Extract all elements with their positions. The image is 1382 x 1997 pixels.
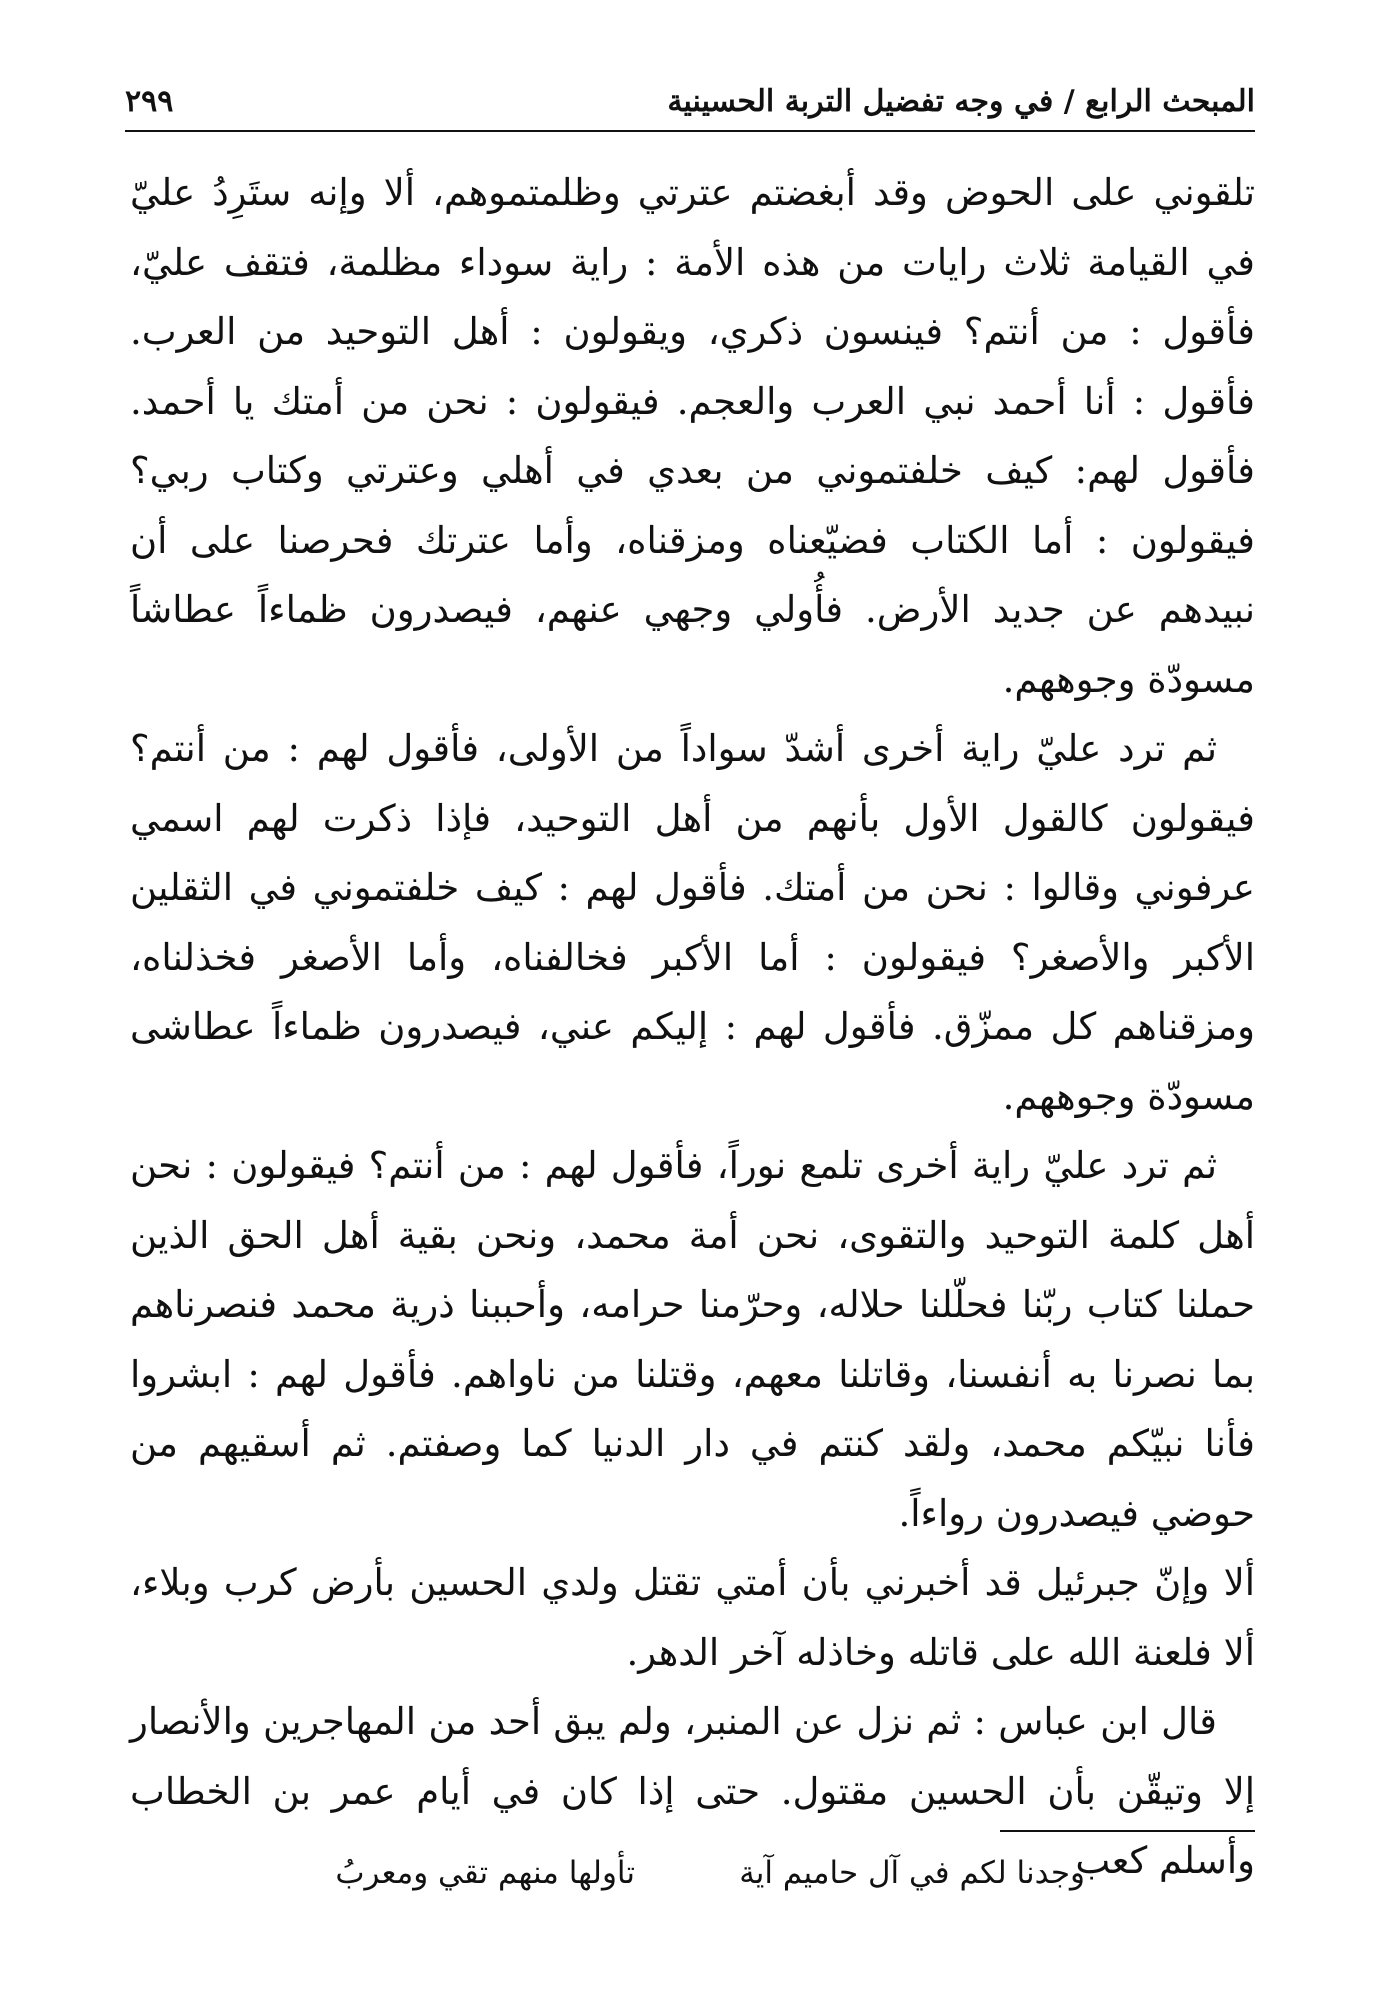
page-header [125, 78, 1255, 132]
footnote-verse [130, 1845, 1255, 1905]
paragraph: ثم ترد عليّ راية أخرى أشدّ سواداً من الأولى، فأقول لهم : من أنتم؟ فيقولون كالقول الأول بأنهم من أهل التوحيد، فإذا ذكرت لهم اسمي عرفوني وقالوا : نحن من أمتك. فأقول لهم : كيف خلفتموني في الثقلين الأكبر والأصغر؟ فيقولون : أما الأكبر فخالفناه، وأما الأصغر فخذلناه، ومزقناهم كل ممزّق. فأقول لهم : إليكم عني، فيصدرون ظماءاً عطاشى مسودّة وجوههم. [130, 727, 1255, 1118]
paragraph: قال ابن عباس : ثم نزل عن المنبر، ولم يبق أحد من المهاجرين والأنصار إلا وتيقّن بأن الحسين مقتول. حتى إذا كان في أيام عمر بن الخطاب وأسلم كعب [130, 1700, 1255, 1882]
verse-second-hemistich: تأولها منهم تقي ومعربُ [335, 1855, 635, 1891]
paragraph: تلقوني على الحوض وقد أبغضتم عترتي وظلمتموهم، ألا وإنه ستَرِدُ عليّ في القيامة ثلاث رايات من هذه الأمة : راية سوداء مظلمة، فتقف عليّ، فأقول : من أنتم؟ فينسون ذكري، ويقولون : أهل التوحيد من العرب. فأقول : أنا أحمد نبي العرب والعجم. فيقولون : نحن من أمتك يا أحمد. فأقول لهم: كيف خلفتموني من بعدي في أهلي وعترتي وكتاب ربي؟ فيقولون : أما الكتاب فضيّعناه ومزقناه، وأما عترتك فحرصنا على أن نبيدهم عن جديد الأرض. فأُولي وجهي عنهم، فيصدرون ظماءاً عطاشاً مسودّة وجوههم. [130, 171, 1255, 701]
paragraph: ثم ترد عليّ راية أخرى تلمع نوراً، فأقول لهم : من أنتم؟ فيقولون : نحن أهل كلمة التوحيد والتقوى، نحن أمة محمد، ونحن بقية أهل الحق الذين حملنا كتاب ربّنا فحلّلنا حلاله، وحرّمنا حرامه، وأحببنا ذرية محمد فنصرناهم بما نصرنا به أنفسنا، وقاتلنا معهم، وقتلنا من ناواهم. فأقول لهم : ابشروا فأنا نبيّكم محمد، ولقد كنتم في دار الدنيا كما وصفتم. ثم أسقيهم من حوضي فيصدرون رواءاً. [130, 1144, 1255, 1535]
footnote-separator [1000, 1830, 1255, 1832]
main-text [130, 158, 1255, 1896]
paragraph: ألا وإنّ جبرئيل قد أخبرني بأن أمتي تقتل ولدي الحسين بأرض كرب وبلاء، ألا فلعنة الله على قاتله وخاذله آخر الدهر. [130, 1561, 1255, 1674]
verse-first-hemistich: وجدنا لكم في آل حاميم آية [739, 1855, 1085, 1891]
running-title: المبحث الرابع / في وجه تفضيل التربة الحسينية [667, 84, 1255, 119]
page-number: ٢٩٩ [125, 84, 174, 119]
